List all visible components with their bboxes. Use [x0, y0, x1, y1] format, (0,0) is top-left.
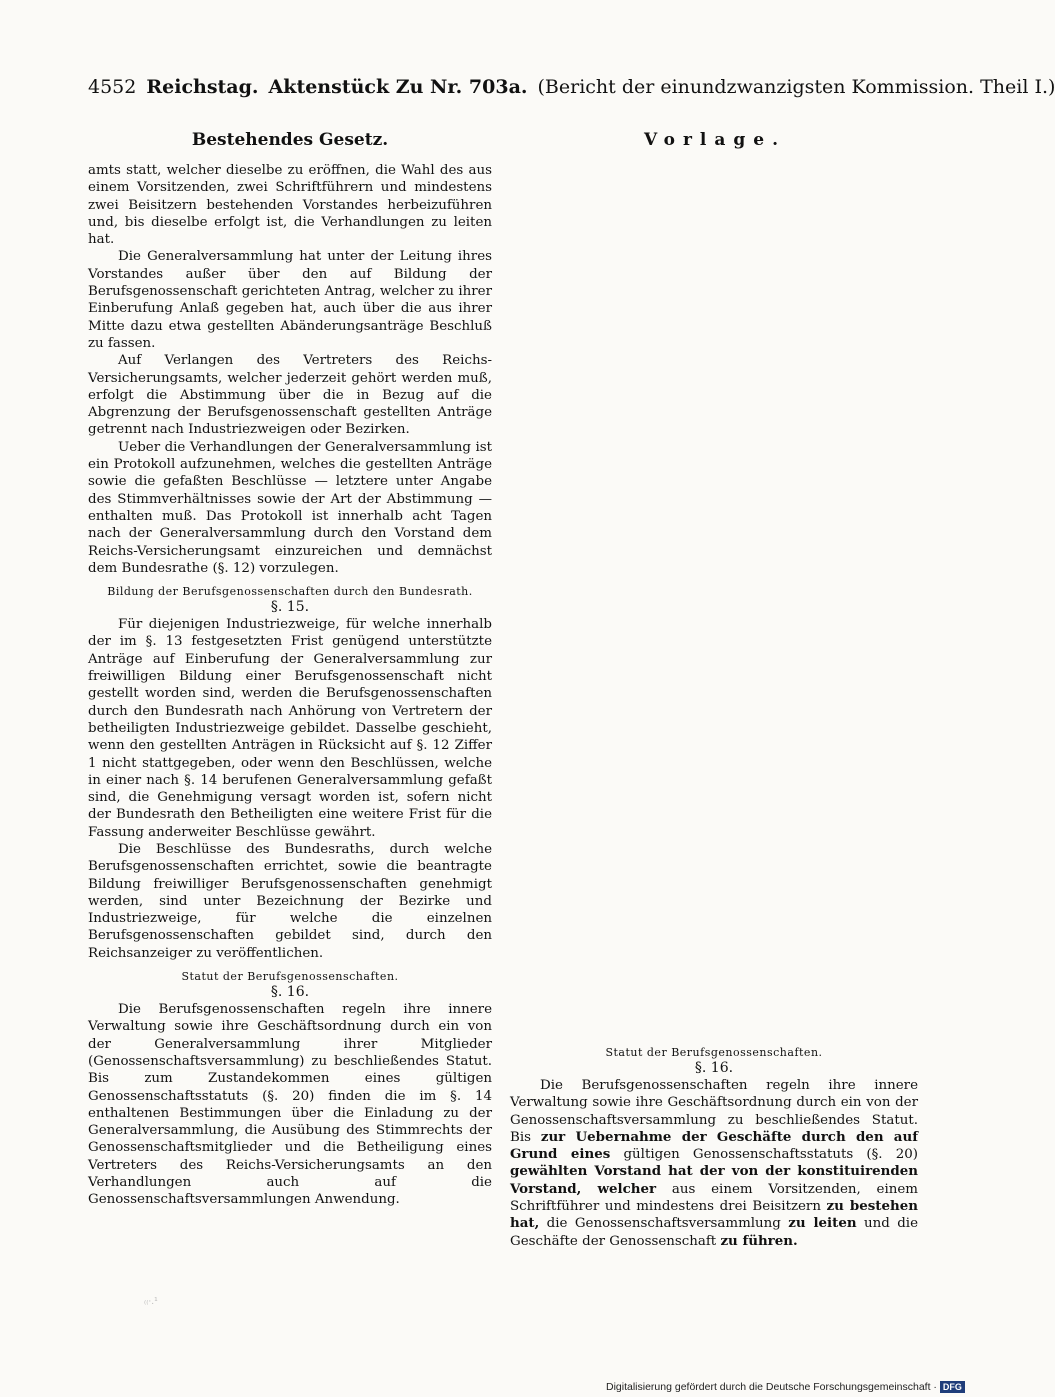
- bold-text-run: zu führen.: [720, 1232, 798, 1249]
- bold-text-run: zur Uebernahme der Geschäfte durch den auf Grund eines: [510, 1128, 918, 1163]
- text-run: Die Berufsgenossenschaften regeln ihre innere Verwaltung sowie ihre Geschäftsordnung durch ein von der Genossenschaftsversammlung zu beschließendes Statut. Bis: [510, 1078, 918, 1145]
- right-column: [510, 1046, 918, 1250]
- page-header: [88, 72, 1055, 102]
- document-reference: Aktenstück Zu Nr. 703a.: [268, 76, 528, 98]
- text-run: gültigen Genossenschaftsstatuts (§. 20): [610, 1147, 918, 1163]
- paragraph: Die Beschlüsse des Bundesraths, durch welche Berufsgenossenschaften errichtet, sowie die beantragte Bildung freiwilliger Berufsgenossenschaften genehmigt werden, sind unter Bezeichnung der Bezirke und Industriezweige, für welche die einzelnen Berufsgenossenschaften gebildet sind, durch den Reichsanzeiger zu veröffentlichen.: [88, 841, 492, 961]
- footer: [606, 1380, 986, 1394]
- paragraph: Ueber die Verhandlungen der Generalversammlung ist ein Protokoll aufzunehmen, welches die gestellten Anträge sowie die gefaßten Beschlüsse — letztere unter Angabe des Stimmverhältnisses sowie der Art der Abstimmung — enthalten muß. Das Protokoll ist innerhalb acht Tagen nach der Generalversammlung durch den Vorstand dem Reichs-Versicherungsamt einzureichen und demnächst dem Bundesrathe (§. 12) vorzulegen.: [88, 439, 492, 576]
- paragraph: [510, 1077, 918, 1250]
- section-number: §. 16.: [270, 984, 310, 1001]
- text-run: und die Geschäfte der Genossenschaft: [510, 1216, 918, 1249]
- right-column-heading: Vorlage.: [643, 130, 787, 150]
- section-number: §. 16.: [694, 1060, 734, 1076]
- paragraph: Die Generalversammlung hat unter der Leitung ihres Vorstandes außer über den auf Bildung der Berufsgenossenschaft gerichteten Antrag, welcher zu ihrer Einberufung Anlaß gegeben hat, auch über die aus ihrer Mitte dazu etwa gestellten Abänderungsanträge Beschluß zu fassen.: [88, 249, 492, 351]
- paragraph: Die Berufsgenossenschaften regeln ihre innere Verwaltung sowie ihre Geschäftsordnung durch ein von der Generalversammlung ihrer Mitglieder (Genossenschaftsversammlung) zu beschließendes Statut. Bis zum Zustandekommen eines gültigen Genossenschaftsstatuts (§. 20) finden die im §. 14 enthaltenen Bestimmungen über die Einladung zu der Generalversammlung, die Ausübung des Stimmrechts der Genossenschaftsmitglieder und die Betheiligung eines Vertreters des Reichs-Versicherungsamts an den Verhandlungen auch auf die Genossenschaftsversammlungen Anwendung.: [88, 1002, 492, 1208]
- text-run: die Genossenschaftsversammlung: [539, 1216, 789, 1232]
- section-number: §. 15.: [270, 599, 310, 616]
- paragraph: Für diejenigen Industriezweige, für welche innerhalb der im §. 13 festgesetzten Frist genügend unterstützte Anträge auf Einberufung der Generalversammlung zur freiwilligen Bildung einer Berufsgenossenschaft nicht gestellt worden sind, werden die Berufsgenossenschaften durch den Bundesrath nach Anhörung von Vertretern der betheiligten Industriezweige gebildet. Dasselbe geschieht, wenn den gestellten Anträgen in Rücksicht auf §. 12 Ziffer 1 nicht stattgegeben, oder wenn den Beschlüssen, welche in einer nach §. 14 berufenen Generalversammlung gefaßt sind, die Genehmigung versagt worden ist, sofern nicht der Bundesrath den Betheiligten eine weitere Frist für die Fassung anderweiter Beschlüsse gewährt.: [88, 617, 492, 840]
- marginal-mark: ₍₍·.¹: [144, 1297, 158, 1307]
- bold-text-run: gewählten Vorstand hat der von der konstituirenden Vorstand, welcher: [510, 1163, 918, 1197]
- paragraph: amts statt, welcher dieselbe zu eröffnen, die Wahl des aus einem Vorsitzenden, zwei Schriftführern und mindestens zwei Beisitzern bestehenden Vorstandes herbeizuführen und, bis dieselbe erfolgt ist, die Verhandlungen zu leiten hat.: [88, 163, 492, 248]
- section-title: Bildung der Berufsgenossenschaften durch den Bundesrath.: [107, 585, 473, 599]
- bold-text-run: zu leiten: [788, 1215, 857, 1232]
- bold-text-run: zu bestehen hat,: [510, 1198, 918, 1232]
- publication-name: Reichstag.: [146, 76, 259, 98]
- text-run: aus einem Vorsitzenden, einem Schriftführer und mindestens drei Beisitzern: [510, 1181, 918, 1215]
- left-column-heading: Bestehendes Gesetz.: [191, 130, 389, 150]
- left-column: [88, 162, 492, 1209]
- section-title: Statut der Berufsgenossenschaften.: [181, 970, 399, 984]
- report-reference: (Bericht der einundzwanzigsten Kommission. Theil I.): [537, 76, 1055, 98]
- footer-credit: Digitalisierung gefördert durch die Deutsche Forschungsgemeinschaft ·: [606, 1381, 937, 1393]
- page-number: 4552: [88, 76, 137, 98]
- dfg-logo: DFG: [940, 1381, 965, 1393]
- paragraph: Auf Verlangen des Vertreters des Reichs-Versicherungsamts, welcher jederzeit gehört werden muß, erfolgt die Abstimmung über die in Bezug auf die Abgrenzung der Berufsgenossenschaft gestellten Anträge getrennt nach Industriezweigen oder Bezirken.: [88, 353, 492, 438]
- section-title: Statut der Berufsgenossenschaften.: [605, 1046, 823, 1059]
